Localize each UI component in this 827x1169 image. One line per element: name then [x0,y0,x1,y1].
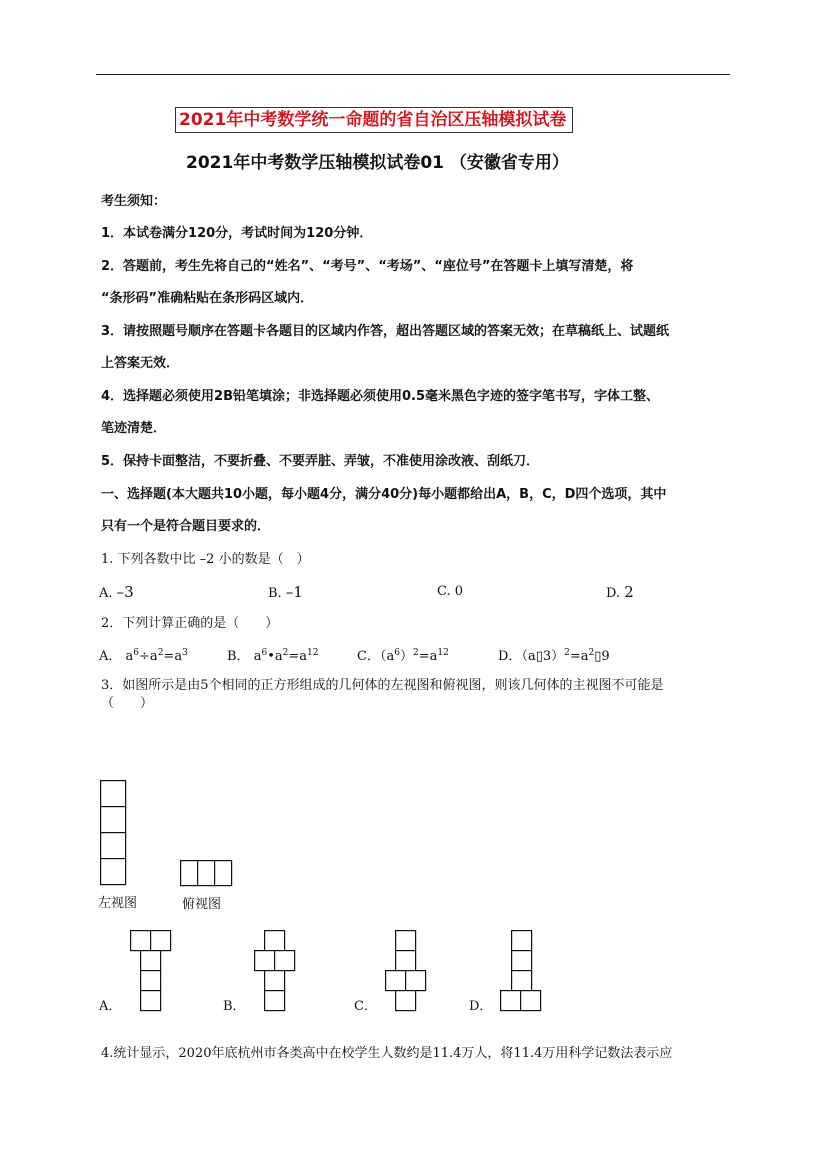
square [512,971,532,991]
q4-stem: 4.统计显示，2020年底杭州市各类高中在校学生人数约是11.4万人，将11.4万用科学记数法表示应 [101,1046,673,1061]
square [198,861,215,886]
notice-item-4-line-2: 笔迹清楚． [101,421,167,436]
square [396,991,416,1011]
square [151,931,171,951]
q2-option-a [99,648,188,666]
notice-heading: 考生须知： [101,194,167,209]
q3-option-b-figure [254,930,297,1012]
square [501,991,521,1011]
q3-option-c-figure [385,930,428,1012]
square [181,861,198,886]
notice-item-3-line-1: 3．请按照题号顺序在答题卡各题目的区域内作答，超出答题区域的答案无效；在草稿纸上、试题纸 [101,324,670,339]
notice-item-4-line-1: 4．选择题必须使用2B铅笔填涂；非选择题必须使用0.5毫米黑色字迹的签字笔书写，字体工整、 [101,389,660,404]
q2-d-part: =a [569,649,589,664]
q2-option-d [498,648,610,666]
q2-b-exp: 6 [261,648,268,658]
q1-option-a-label: A. [99,586,113,601]
q2-option-c-label: C． [357,649,380,664]
q3-option-a-label: A． [99,999,122,1014]
q1-option-b [268,583,303,603]
q3-left-view-caption: 左视图 [98,896,138,911]
q3-top-view-figure [180,860,233,887]
square [101,859,126,885]
square [141,971,161,991]
q1-option-d-label: D. [606,586,621,601]
q1-option-b-label: B. [268,586,282,601]
square [141,951,161,971]
square [215,861,232,886]
square [101,807,126,833]
q1-option-d [606,583,634,603]
q2-c-part: ） [399,649,413,664]
q2-b-part: •a [267,649,283,664]
q3-top-view-caption: 俯视图 [182,897,222,912]
q2-d-exp: 2 [564,648,570,658]
section-1-heading-line-1: 一、选择题(本大题共10小题，每小题4分，满分40分)每小题都给出A，B，C，D四个选项，其中 [101,487,667,502]
q3-left-view-figure [100,780,127,886]
q2-option-c [357,648,449,666]
square [396,951,416,971]
q1-option-b-value: –1 [285,583,303,601]
square [131,931,151,951]
q2-a-part: =a [163,649,183,664]
square [512,951,532,971]
notice-item-1: 1．本试卷满分120分，考试时间为120分钟． [101,226,373,241]
section-1-heading-line-2: 只有一个是符合题目要求的． [101,519,271,534]
square [406,971,426,991]
q3-option-b-label: B． [223,999,246,1014]
q2-option-b [227,648,318,666]
q3-option-a-figure [130,930,173,1012]
q2-a-part: ÷a [139,649,158,664]
notice-item-2-line-1: 2．答题前，考生先将自己的“姓名”、“考号”、“考场”、“座位号”在答题卡上填写清楚，将 [101,259,634,274]
q2-b-exp: 2 [282,648,289,658]
q2-d-exp: 2 [588,648,595,658]
square [275,951,295,971]
q2-stem: 2．下列计算正确的是（ ） [101,616,279,631]
square [265,991,285,1011]
q1-option-c-value: 0 [454,584,464,599]
square [265,971,285,991]
square [521,991,541,1011]
exam-series-banner: 2021年中考数学统一命题的省自治区压轴模拟试卷 [175,107,573,133]
square [255,951,275,971]
q2-c-part: =a [418,649,438,664]
q1-option-c [437,583,463,601]
q2-d-part: ▯9 [594,649,610,664]
q1-option-c-label: C. [437,584,451,599]
q2-a-exp: 2 [157,648,164,658]
square [512,931,532,951]
q2-b-exp: 12 [307,648,319,658]
notice-item-3-line-2: 上答案无效． [101,356,180,371]
q2-option-d-label: D． [498,649,522,664]
q1-option-a-value: –3 [116,583,134,601]
q2-b-part: =a [288,649,308,664]
q2-option-b-label: B． [227,649,250,664]
square [396,931,416,951]
q3-option-c-label: C． [354,999,377,1014]
notice-item-5: 5．保持卡面整洁，不要折叠、不要弄脏、弄皱，不准使用涂改液、刮纸刀． [101,454,540,469]
q1-option-d-value: 2 [624,583,634,601]
q2-a-exp: 3 [182,648,188,658]
q1-stem: 1. 下列各数中比 –2 小的数是（ ） [101,552,310,567]
q2-a-part: a [125,649,134,664]
q3-stem-line-1: 3．如图所示是由5个相同的正方形组成的几何体的左视图和俯视图，则该几何体的主视图不可能是 [101,678,664,693]
page-title: 2021年中考数学压轴模拟试卷01 （安徽省专用） [186,153,569,173]
q2-c-exp: 2 [412,648,419,658]
q2-d-part: （a▯3） [521,649,565,664]
q1-option-a [99,583,134,603]
q2-c-part: （a [379,649,395,664]
notice-item-2-line-2: “条形码”准确粘贴在条形码区域内． [101,291,314,306]
q2-b-part: a [253,649,262,664]
q3-option-d-figure [500,930,543,1012]
q2-c-exp: 6 [394,648,400,658]
square [141,991,161,1011]
square [386,971,406,991]
square [265,931,285,951]
q2-a-exp: 6 [133,648,140,658]
q2-option-a-label: A． [99,649,122,664]
q3-option-d-label: D． [469,999,493,1014]
header-rule [96,74,730,75]
q3-stem-line-2: （ ） [101,696,154,711]
q2-c-exp: 12 [437,648,449,658]
square [101,833,126,859]
square [101,781,126,807]
